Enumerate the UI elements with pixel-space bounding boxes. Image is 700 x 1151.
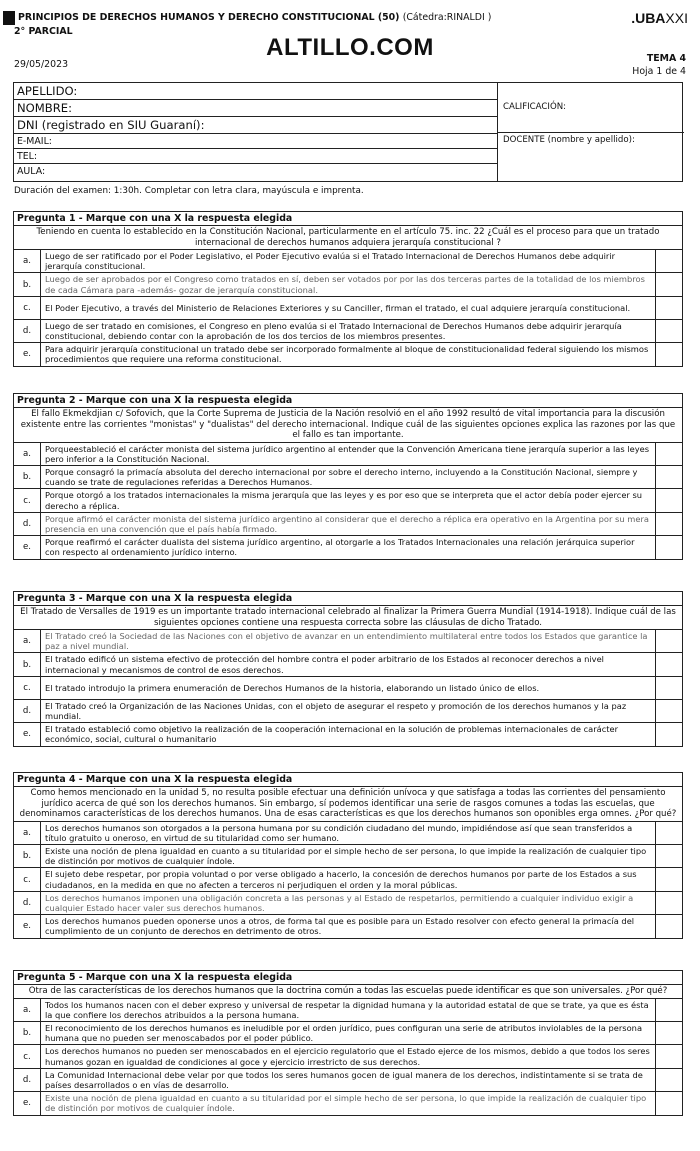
option-text: Los derechos humanos pueden oponerse unos a otros, de forma tal que es posible para un Estado resolver con efecto general la primacía del cumplimiento de un conjunto de derechos en detrimento de otros. xyxy=(41,915,656,937)
page-counter: Hoja 1 de 4 xyxy=(632,66,686,77)
question-statement: El fallo Ekmekdjian c/ Sofovich, que la Corte Suprema de Justicia de la Nación resolvió en el año 1992 resultó de vital importancia para la discusión existente entre las corrientes "monistas" y "dualistas" del derecho internacional. Indique cuál de las siguientes opciones explica las razones por las que el fallo es tan importante. xyxy=(14,408,682,443)
answer-option xyxy=(14,1092,682,1114)
answer-checkbox[interactable] xyxy=(656,677,682,699)
answer-option xyxy=(14,723,682,745)
answer-option xyxy=(14,892,682,915)
grading-fields xyxy=(497,83,684,181)
answer-checkbox[interactable] xyxy=(656,1092,682,1114)
option-letter: e. xyxy=(14,343,41,365)
option-text: Porque consagró la primacía absoluta del derecho internacional por sobre el derecho interno, incluyendo a la Constitución Nacional, siempre y cuando se trate de regulaciones referidas a Derechos Humanos. xyxy=(41,466,656,488)
option-text: Existe una noción de plena igualdad en cuanto a su titularidad por el simple hecho de ser persona, lo que impide la realización de cualquier tipo de distinción por motivos de cualquier índole. xyxy=(41,845,656,867)
option-text: Los derechos humanos imponen una obligación concreta a las personas y al Estado de respetarlos, permitiendo a cualquier individuo exigir a cualquier Estado hacer valer sus derechos humanos. xyxy=(41,892,656,914)
option-text: El tratado estableció como objetivo la realización de la cooperación internacional en la solución de problemas internacionales de carácter económico, social, cultural o humanitario xyxy=(41,723,656,745)
answer-option xyxy=(14,915,682,937)
option-text: Todos los humanos nacen con el deber expreso y universal de respetar la dignidad humana y la autoridad estatal de que se trate, ya que es ésta la que confiere los derechos atribuidos a la persona humana. xyxy=(41,999,656,1021)
question-statement: Teniendo en cuenta lo establecido en la Constitución Nacional, particularmente en el artículo 75. inc. 22 ¿Cuál es el proceso para que un tratado internacional de derechos humanos adquiera jerarquía constitucional ? xyxy=(14,226,682,250)
option-letter: c. xyxy=(14,1045,41,1067)
option-text: Los derechos humanos son otorgados a la persona humana por su condición ciudadano del mundo, impidiéndose así que sean transferidos a título gratuito u oneroso, en virtud de su titularidad como ser humano. xyxy=(41,822,656,844)
answer-checkbox[interactable] xyxy=(656,999,682,1021)
answer-checkbox[interactable] xyxy=(656,1022,682,1044)
answer-checkbox[interactable] xyxy=(656,343,682,365)
answer-checkbox[interactable] xyxy=(656,915,682,937)
student-info-box xyxy=(13,82,683,182)
answer-checkbox[interactable] xyxy=(656,513,682,535)
question-title: Pregunta 5 - Marque con una X la respuesta elegida xyxy=(14,971,682,985)
option-text: Luego de ser ratificado por el Poder Legislativo, el Poder Ejecutivo evalúa si el Tratado Internacional de Derechos Humanos debe adquirir jerarquía constitucional. xyxy=(41,250,656,272)
option-letter: a. xyxy=(14,443,41,465)
tel-field[interactable]: TEL: xyxy=(14,149,497,164)
option-letter: e. xyxy=(14,536,41,558)
option-letter: b. xyxy=(14,466,41,488)
answer-option xyxy=(14,513,682,536)
answer-option xyxy=(14,822,682,845)
option-text: Porque reafirmó el carácter dualista del sistema jurídico argentino, al otorgarle a los Tratados Internacionales una relación jerárquica superior con respecto al ordenamiento jurídico interno. xyxy=(41,536,656,558)
nombre-field[interactable]: NOMBRE: xyxy=(14,100,497,117)
question-block xyxy=(13,772,683,939)
answer-checkbox[interactable] xyxy=(656,723,682,745)
question-block xyxy=(13,393,683,560)
answer-option xyxy=(14,273,682,296)
uba-logo-suffix: XXI xyxy=(665,10,688,26)
question-block xyxy=(13,591,683,747)
option-letter: a. xyxy=(14,250,41,272)
answer-option xyxy=(14,1069,682,1092)
tema-label: TEMA 4 xyxy=(646,53,686,64)
option-text: El reconocimiento de los derechos humanos es ineludible por el orden jurídico, pues configuran una serie de atributos inviolables de la persona humana que no pueden ser menoscabados por el poder público. xyxy=(41,1022,656,1044)
answer-option xyxy=(14,320,682,343)
option-text: Para adquirir jerarquía constitucional un tratado debe ser incorporado formalmente al bloque de constitucionalidad federal siguiendo los mismos procedimientos que requiere una reforma constitucional. xyxy=(41,343,656,365)
answer-checkbox[interactable] xyxy=(656,1069,682,1091)
answer-option xyxy=(14,443,682,466)
answer-option xyxy=(14,700,682,723)
option-text: El tratado introdujo la primera enumeración de Derechos Humanos de la historia, elaborando un listado único de ellos. xyxy=(41,677,656,699)
answer-option xyxy=(14,489,682,512)
answer-checkbox[interactable] xyxy=(656,868,682,890)
answer-checkbox[interactable] xyxy=(656,653,682,675)
option-text: Porqueestableció el carácter monista del sistema jurídico argentino al entender que la Convención Americana tiene jerarquía superior a las leyes pero inferior a la Constitución Nacional. xyxy=(41,443,656,465)
answer-option xyxy=(14,630,682,653)
answer-option xyxy=(14,1022,682,1045)
option-text: Luego de ser tratado en comisiones, el Congreso en pleno evalúa si el Tratado Internacional de Derechos Humanos debe adquirir jerarquía constitucional, debiendo contar con la aprobación de los dos tercios de los miembros presentes. xyxy=(41,320,656,342)
answer-option xyxy=(14,297,682,320)
option-letter: e. xyxy=(14,723,41,745)
answer-checkbox[interactable] xyxy=(656,630,682,652)
answer-checkbox[interactable] xyxy=(656,466,682,488)
option-letter: c. xyxy=(14,489,41,511)
answer-checkbox[interactable] xyxy=(656,443,682,465)
option-letter: c. xyxy=(14,297,41,319)
course-title xyxy=(18,12,491,23)
answer-checkbox[interactable] xyxy=(656,892,682,914)
answer-option xyxy=(14,1045,682,1068)
answer-checkbox[interactable] xyxy=(656,297,682,319)
uba-logo xyxy=(631,10,688,26)
answer-option xyxy=(14,466,682,489)
answer-checkbox[interactable] xyxy=(656,700,682,722)
question-block xyxy=(13,211,683,367)
answer-checkbox[interactable] xyxy=(656,845,682,867)
option-text: El tratado edificó un sistema efectivo de protección del hombre contra el poder arbitrario de los Estados al reconocer derechos a nivel internacional y mecanismos de control de esos derechos. xyxy=(41,653,656,675)
option-letter: c. xyxy=(14,868,41,890)
option-letter: a. xyxy=(14,822,41,844)
question-statement: Como hemos mencionado en la unidad 5, no resulta posible efectuar una definición unívoca y que satisfaga a todas las corrientes del pensamiento jurídico acerca de qué son los derechos humanos. Sin embargo, sí podemos identificar una serie de rasgos comunes a todas las escuelas, que denominamos características de los derechos humanos. Una de esas características es que los derechos humanos son oponibles erga omnes. ¿Por qué? xyxy=(14,787,682,822)
student-fields xyxy=(14,83,498,181)
answer-option xyxy=(14,343,682,365)
option-letter: d. xyxy=(14,1069,41,1091)
answer-checkbox[interactable] xyxy=(656,1045,682,1067)
answer-checkbox[interactable] xyxy=(656,250,682,272)
calificacion-label: CALIFICACIÓN: xyxy=(503,102,567,112)
option-letter: e. xyxy=(14,915,41,937)
grading-divider xyxy=(497,132,684,133)
option-text: Los derechos humanos no pueden ser menoscabados en el ejercicio regulatorio que el Estado ejerce de los mismos, debido a que todos los seres humanos gozan en igualdad de condiciones al goce y ejercicio irrestricto de sus derechos. xyxy=(41,1045,656,1067)
question-title: Pregunta 3 - Marque con una X la respuesta elegida xyxy=(14,592,682,606)
option-text: Luego de ser aprobados por el Congreso como tratados en sí, deben ser votados por por las dos terceras partes de la totalidad de los miembros de cada Cámara para -además- gozar de jerarquía constitucional. xyxy=(41,273,656,295)
option-letter: b. xyxy=(14,653,41,675)
option-text: El Poder Ejecutivo, a través del Ministerio de Relaciones Exteriores y su Canciller, firman el tratado, el cual adquiere jerarquía constitucional. xyxy=(41,297,656,319)
answer-checkbox[interactable] xyxy=(656,489,682,511)
answer-option xyxy=(14,999,682,1022)
option-letter: e. xyxy=(14,1092,41,1114)
option-letter: a. xyxy=(14,999,41,1021)
option-letter: d. xyxy=(14,892,41,914)
exam-date: 29/05/2023 xyxy=(14,59,69,70)
option-letter: c. xyxy=(14,677,41,699)
email-field[interactable]: E-MAIL: xyxy=(14,134,497,149)
option-letter: b. xyxy=(14,1022,41,1044)
catedra: (Cátedra:RINALDI ) xyxy=(402,12,492,23)
answer-option xyxy=(14,250,682,273)
question-block xyxy=(13,970,683,1116)
question-title: Pregunta 4 - Marque con una X la respuesta elegida xyxy=(14,773,682,787)
option-text: El Tratado creó la Sociedad de las Naciones con el objetivo de avanzar en un entendimiento multilateral entre todos los Estados que garantice la paz a nivel mundial. xyxy=(41,630,656,652)
exam-name: 2° PARCIAL xyxy=(14,26,73,37)
option-letter: d. xyxy=(14,513,41,535)
answer-option xyxy=(14,868,682,891)
option-letter: b. xyxy=(14,273,41,295)
uba-logo-text: .UBA xyxy=(631,10,666,26)
answer-option xyxy=(14,536,682,558)
option-text: Porque otorgó a los tratados internacionales la misma jerarquía que las leyes y es por eso que se interpreta que el actor debía poder ejercer su derecho a réplica. xyxy=(41,489,656,511)
question-title: Pregunta 1 - Marque con una X la respuesta elegida xyxy=(14,212,682,226)
option-text: La Comunidad Internacional debe velar por que todos los seres humanos gocen de igual manera de los derechos, indistintamente si se trata de países desarrollados o en vías de desarrollo. xyxy=(41,1069,656,1091)
option-text: Porque afirmó el carácter monista del sistema jurídico argentino al considerar que el derecho a réplica era operativo en la Argentina por su mera presencia en una convención que el país había firmado. xyxy=(41,513,656,535)
option-letter: d. xyxy=(14,700,41,722)
answer-checkbox[interactable] xyxy=(656,536,682,558)
option-text: Existe una noción de plena igualdad en cuanto a su titularidad por el simple hecho de ser persona, lo que impide la realización de cualquier tipo de distinción por motivos de cualquier índole. xyxy=(41,1092,656,1114)
exam-instructions: Duración del examen: 1:30h. Completar con letra clara, mayúscula e imprenta. xyxy=(14,186,364,196)
option-letter: a. xyxy=(14,630,41,652)
aula-field[interactable]: AULA: xyxy=(17,166,46,177)
answer-option xyxy=(14,653,682,676)
option-text: El Tratado creó la Organización de las Naciones Unidas, con el objeto de asegurar el respeto y promoción de los derechos humanos y la paz mundial. xyxy=(41,700,656,722)
answer-option xyxy=(14,845,682,868)
docente-label: DOCENTE (nombre y apellido): xyxy=(503,135,635,145)
answer-checkbox[interactable] xyxy=(656,320,682,342)
apellido-field[interactable]: APELLIDO: xyxy=(14,83,497,100)
question-statement: Otra de las características de los derechos humanos que la doctrina común a todas las escuelas puede identificar es que son universales. ¿Por qué? xyxy=(14,985,682,999)
option-letter: b. xyxy=(14,845,41,867)
option-text: El sujeto debe respetar, por propia voluntad o por verse obligado a hacerlo, la concesión de derechos humanos por parte de los Estados a sus ciudadanos, en la medida en que no afecten a terceros ni perjudiquen el orden y la moral públicas. xyxy=(41,868,656,890)
dni-field[interactable]: DNI (registrado en SIU Guaraní): xyxy=(14,117,497,134)
corner-mark xyxy=(3,11,15,25)
course-name: PRINCIPIOS DE DERECHOS HUMANOS Y DERECHO CONSTITUCIONAL (50) xyxy=(18,12,400,23)
option-letter: d. xyxy=(14,320,41,342)
question-title: Pregunta 2 - Marque con una X la respuesta elegida xyxy=(14,394,682,408)
question-statement: El Tratado de Versalles de 1919 es un importante tratado internacional celebrado al finalizar la Primera Guerra Mundial (1914-1918). Indique cuál de las siguientes opciones contiene una respuesta correcta sobre las cláusulas de dicho Tratado. xyxy=(14,606,682,630)
answer-checkbox[interactable] xyxy=(656,273,682,295)
answer-option xyxy=(14,677,682,700)
answer-checkbox[interactable] xyxy=(656,822,682,844)
brand-logo: ALTILLO.COM xyxy=(266,34,434,61)
